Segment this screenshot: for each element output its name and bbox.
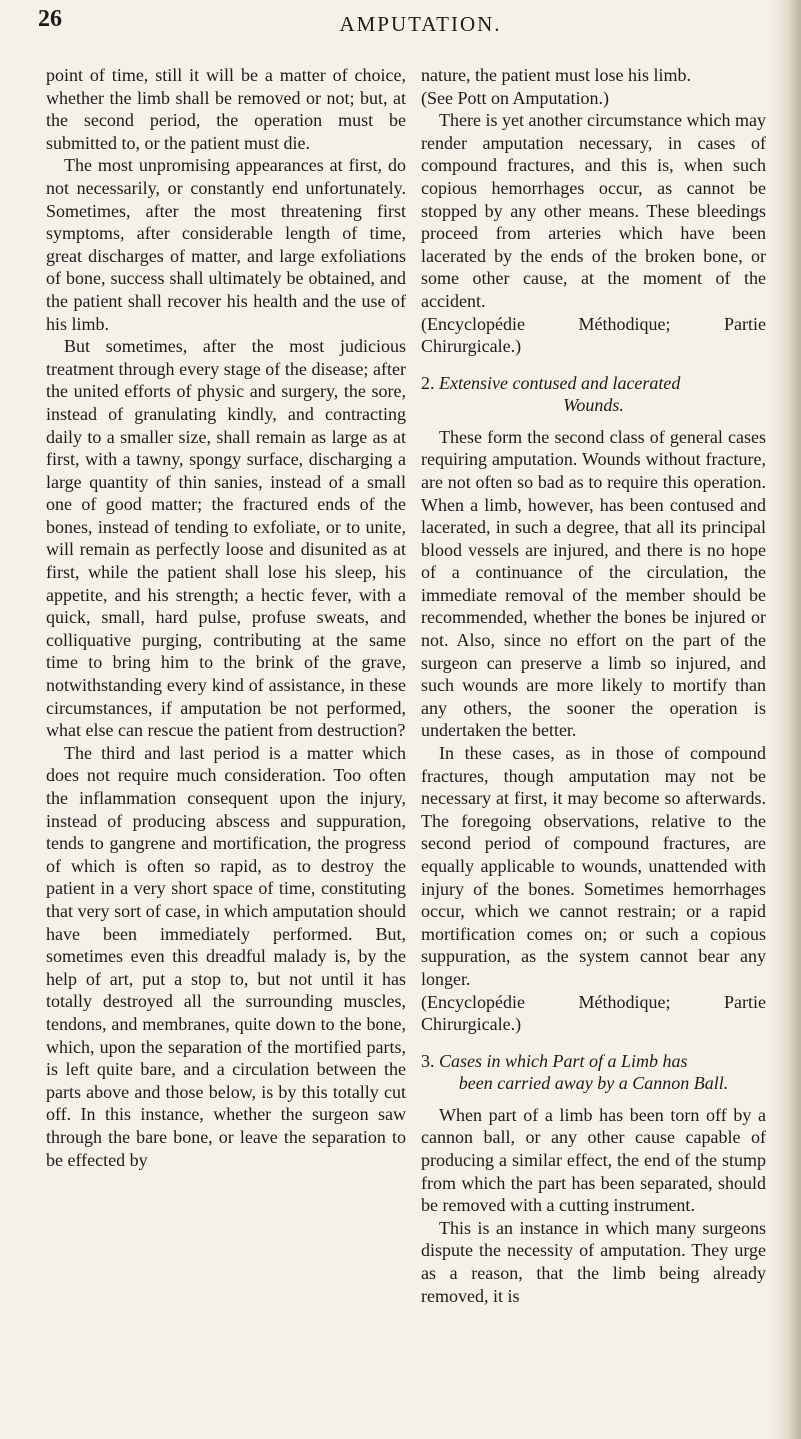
paragraph: nature, the patient must lose his limb. — [421, 65, 691, 85]
paragraph: There is yet another circumstance which may render amputation necessary, in cases of compound fractures, and this is, when such copious hemorrhages occur, as cannot be stopped by any other means. These bleedings proceed from arteries which have been lacerated by the ends of the broken bone, or some other cause, at the moment of the accident. — [421, 110, 766, 311]
paragraph: The third and last period is a matter which does not require much consideration. Too often the inflammation consequent upon the injury, instead of producing abscess and suppuration, tends to gangrene and mortification, the progress of which is often so rapid, as to destroy the patient in a very short space of time, constituting that very sort of case, in which amputation should have been immediately performed. But, sometimes even this dreadful malady is, by the help of art, put a stop to, but not until it has totally destroyed all the surrounding muscles, tendons, and membranes, quite down to the bone, which, upon the separation of the mortified parts, is left quite bare, and a circulation between the parts above and those below, is by this totally cut off. In this instance, whether the surgeon saw through the bare bone, or leave the separation to be effected by — [46, 742, 406, 1170]
citation: (Encyclopédie Méthodique; Partie Chirurgicale.) — [421, 991, 766, 1035]
section-heading-2 — [421, 372, 766, 416]
paragraph: These form the second class of general cases requiring amputation. Wounds without fracture, are not often so bad as to require this operation. When a limb, however, has been contused and lacerated, in such a degree, that all its principal blood vessels are injured, and there is no hope of a continuance of the circulation, the immediate removal of the member should be recommended, whether the bones be injured or not. Also, since no effort on the part of the surgeon can preserve a limb so injured, and such wounds are more likely to mortify than any others, the sooner the operation is undertaken the better. — [421, 426, 766, 741]
page-edge-shadow — [769, 0, 801, 1439]
citation: (Encyclopédie Méthodique; Partie Chirurgicale.) — [421, 313, 766, 357]
paragraph: In these cases, as in those of compound fractures, though amputation may not be necessary at first, it may become so afterwards. The foregoing observations, relative to the second period of compound fractures, are equally applicable to wounds, unattended with injury of the bones. Sometimes hemorrhages occur, which we cannot restrain; or a rapid mortification comes on; or such a copious suppuration, as the system cannot bear any longer. — [421, 743, 766, 989]
section-number: 2. — [421, 372, 435, 393]
section-title-line: been carried away by a Cannon Ball. — [458, 1072, 729, 1093]
section-heading-3 — [421, 1050, 766, 1094]
paragraph: The most unpromising appearances at first, do not necessarily, or constantly end unfortunately. Sometimes, after the most threatening first symptoms, after considerable length of time, great discharges of matter, and large exfoliations of bone, success shall ultimately be obtained, and the patient shall recover his health and the use of his limb. — [46, 155, 406, 334]
paragraph: point of time, still it will be a matter of choice, whether the limb shall be removed or not; but, at the second period, the operation must be submitted to, or the patient must die. — [46, 65, 406, 153]
section-number: 3. — [421, 1050, 435, 1071]
right-column — [421, 64, 766, 1307]
section-title-line: Wounds. — [563, 394, 624, 415]
paragraph: But sometimes, after the most judicious treatment through every stage of the disease; after the united efforts of physic and surgery, the sore, instead of granulating kindly, and contracting daily to a smaller size, shall remain as large as at first, with a tawny, spongy surface, discharging a large quantity of thin sanies, instead of a small one of good matter; the fractured ends of the bones, instead of tending to exfoliate, or to unite, will remain as perfectly loose and disunited as at first, while the patient shall lose his sleep, his appetite, and his strength; a hectic fever, with a quick, small, hard pulse, profuse sweats, and colliquative purging, contributing at the same time to bring him to the brink of the grave, notwithstanding every kind of assistance, in these circumstances, if amputation be not performed, what else can rescue the patient from destruction? — [46, 336, 406, 741]
left-column — [46, 64, 406, 1171]
section-title-line: Cases in which Part of a Limb has — [439, 1050, 688, 1071]
page-number: 26 — [38, 6, 62, 32]
citation: (See Pott on Amputation.) — [421, 87, 609, 108]
section-title-line: Extensive contused and lacerated — [439, 372, 681, 393]
running-title: AMPUTATION. — [339, 12, 502, 36]
paragraph: This is an instance in which many surgeons dispute the necessity of amputation. They urge as a reason, that the limb being already removed, it is — [421, 1217, 766, 1306]
paragraph: When part of a limb has been torn off by a cannon ball, or any other cause capable of producing a similar effect, the end of the stump from which the part has been separated, should be removed with a cutting instrument. — [421, 1104, 766, 1216]
